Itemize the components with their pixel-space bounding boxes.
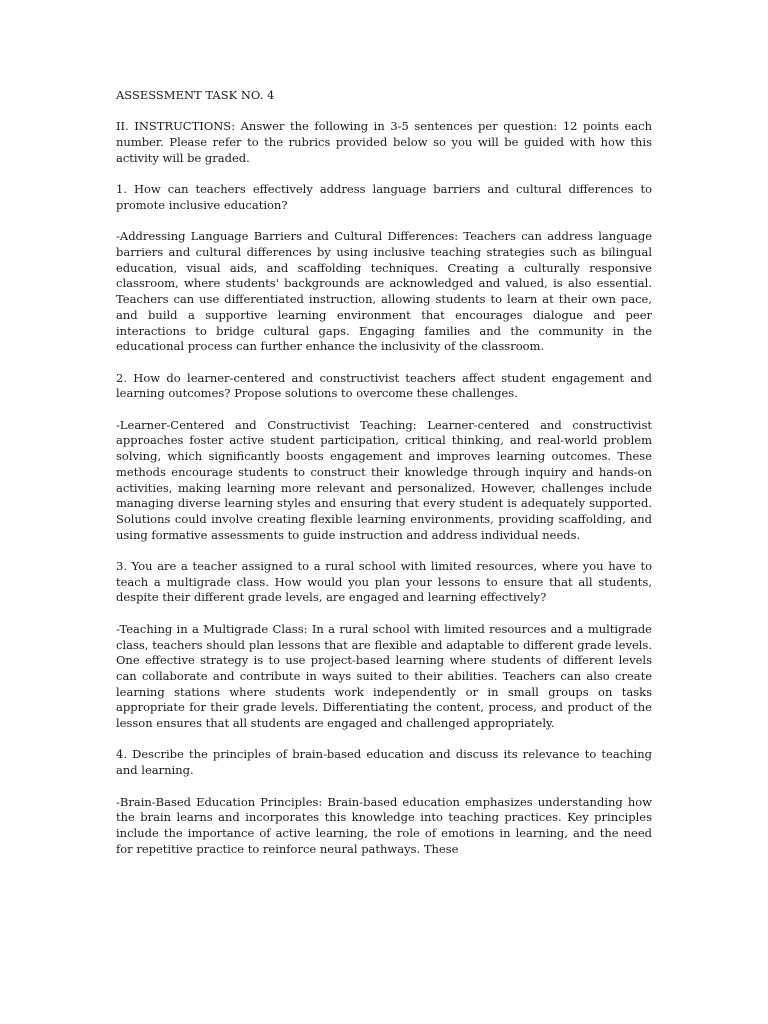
page-title: ASSESSMENT TASK NO. 4: [116, 88, 275, 102]
document-page: [116, 88, 652, 857]
answer-3: -Teaching in a Multigrade Class: In a rural school with limited resources and a multigrade class, teachers should plan lessons that are flexible and adaptable to different grade levels. One effective strategy is to use project-based learning where students of different levels can collaborate and contribute in ways suited to their abilities. Teachers can also create learning stations where students work independently or in small groups on tasks appropriate for their grade levels. Differentiating the content, process, and product of the lesson ensures that all students are engaged and challenged appropriately.: [116, 621, 652, 731]
question-3: 3. You are a teacher assigned to a rural school with limited resources, where you have to teach a multigrade class. How would you plan your lessons to ensure that all students, despite their different grade levels, are engaged and learning effectively?: [116, 559, 652, 605]
answer-1: -Addressing Language Barriers and Cultural Differences: Teachers can address language barriers and cultural differences by using inclusive teaching strategies such as bilingual education, visual aids, and scaffolding techniques. Creating a culturally responsive classroom, where students' backgrounds are acknowledged and valued, is also essential. Teachers can use differentiated instruction, allowing students to learn at their own pace, and build a supportive learning environment that encourages dialogue and peer interactions to bridge cultural gaps. Engaging families and the community in the educational process can further enhance the inclusivity of the classroom.: [116, 229, 652, 354]
question-2: 2. How do learner-centered and constructivist teachers affect student engagement and learning outcomes? Propose solutions to overcome these challenges.: [116, 370, 652, 401]
instructions-text: II. INSTRUCTIONS: Answer the following in 3-5 sentences per question: 12 points each number. Please refer to the rubrics provided below so you will be guided with how this activity will be graded.: [116, 119, 652, 165]
answer-2: -Learner-Centered and Constructivist Teaching: Learner-centered and constructivist approaches foster active student participation, critical thinking, and real-world problem solving, which significantly boosts engagement and improves learning outcomes. These methods encourage students to construct their knowledge through inquiry and hands-on activities, making learning more relevant and personalized. However, challenges include managing diverse learning styles and ensuring that every student is adequately supported. Solutions could involve creating flexible learning environments, providing scaffolding, and using formative assessments to guide instruction and address individual needs.: [116, 417, 652, 542]
question-1: 1. How can teachers effectively address language barriers and cultural differences to promote inclusive education?: [116, 182, 652, 212]
answer-4: -Brain-Based Education Principles: Brain-based education emphasizes understanding how the brain learns and incorporates this knowledge into teaching practices. Key principles include the importance of active learning, the role of emotions in learning, and the need for repetitive practice to reinforce neural pathways. These: [116, 794, 652, 856]
question-4: 4. Describe the principles of brain-based education and discuss its relevance to teaching and learning.: [116, 747, 652, 778]
